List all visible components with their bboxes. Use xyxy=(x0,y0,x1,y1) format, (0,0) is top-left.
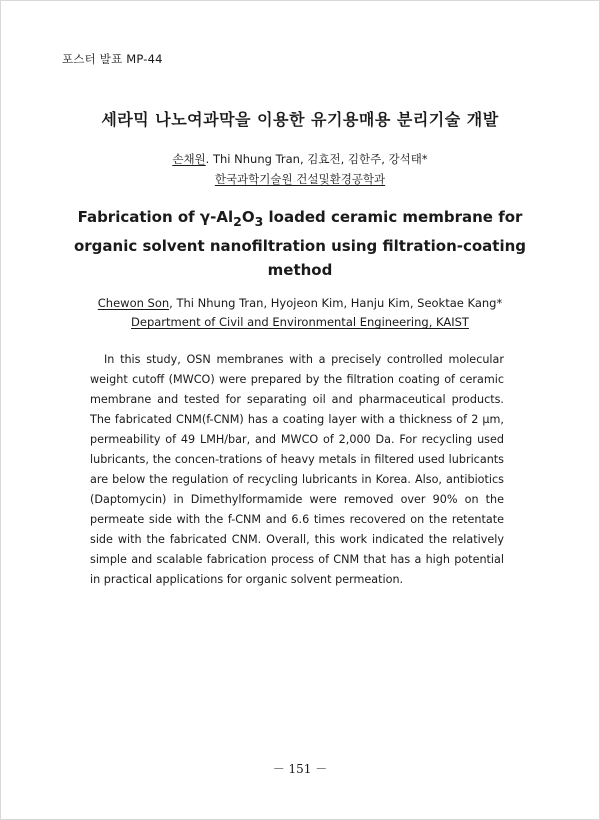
english-authors xyxy=(0,296,600,310)
session-label: 포스터 발표 MP-44 xyxy=(62,52,163,66)
english-title-line2: organic solvent nanofiltration using filtration-coating xyxy=(73,237,527,255)
korean-presenting-author: 손채원 xyxy=(172,152,206,166)
english-coauthors: , Thi Nhung Tran, Hyojeon Kim, Hanju Kim, Seoktae Kang* xyxy=(169,296,503,310)
title-prefix: Fabrication of γ-Al xyxy=(77,208,234,226)
title-subscript-3: 3 xyxy=(254,214,264,229)
page-number: － 151 － xyxy=(272,762,328,776)
abstract-body: In this study, OSN membranes with a precisely controlled molecular weight cutoff (MWCO) were prepared by the filtration coating of ceramic membrane and tested for separating oil and pharmaceutical products. The fabricated CNM(f-CNM) has a coating layer with a thickness of 2 μm, permeability of 49 LMH/bar, and MWCO of 2,000 Da. For recycling used lubricants, the concen-trations of heavy metals in filtered used lubricants are below the regulation of recycling lubricants in Korea. Also, antibiotics (Daptomycin) in Dimethylformamide were removed over 90% on the permeate side with the f-CNM and 6.6 times recovered on the retentate side with the fabricated CNM. Overall, this work indicated the relatively simple and scalable fabrication process of CNM that has a high potential in practical applications for organic solvent permeation. xyxy=(90,353,504,586)
english-title-line3: method xyxy=(267,261,333,279)
english-presenting-author: Chewon Son xyxy=(97,296,170,310)
english-affiliation-text: Department of Civil and Environmental Engineering, KAIST xyxy=(131,315,469,329)
title-oxygen: O xyxy=(241,208,255,226)
english-title xyxy=(60,205,540,282)
korean-affiliation-text: 한국과학기술원 건설및환경공학과 xyxy=(214,172,386,186)
english-title-line1 xyxy=(77,208,523,229)
title-suffix: loaded ceramic membrane for xyxy=(263,208,523,226)
korean-authors xyxy=(0,151,600,167)
korean-title: 세라믹 나노여과막을 이용한 유기용매용 분리기술 개발 xyxy=(101,110,499,129)
korean-affiliation xyxy=(0,171,600,187)
english-affiliation xyxy=(0,315,600,329)
korean-coauthors: . Thi Nhung Tran, 김효전, 김한주, 강석태* xyxy=(205,152,428,166)
title-subscript-2: 2 xyxy=(233,214,242,229)
